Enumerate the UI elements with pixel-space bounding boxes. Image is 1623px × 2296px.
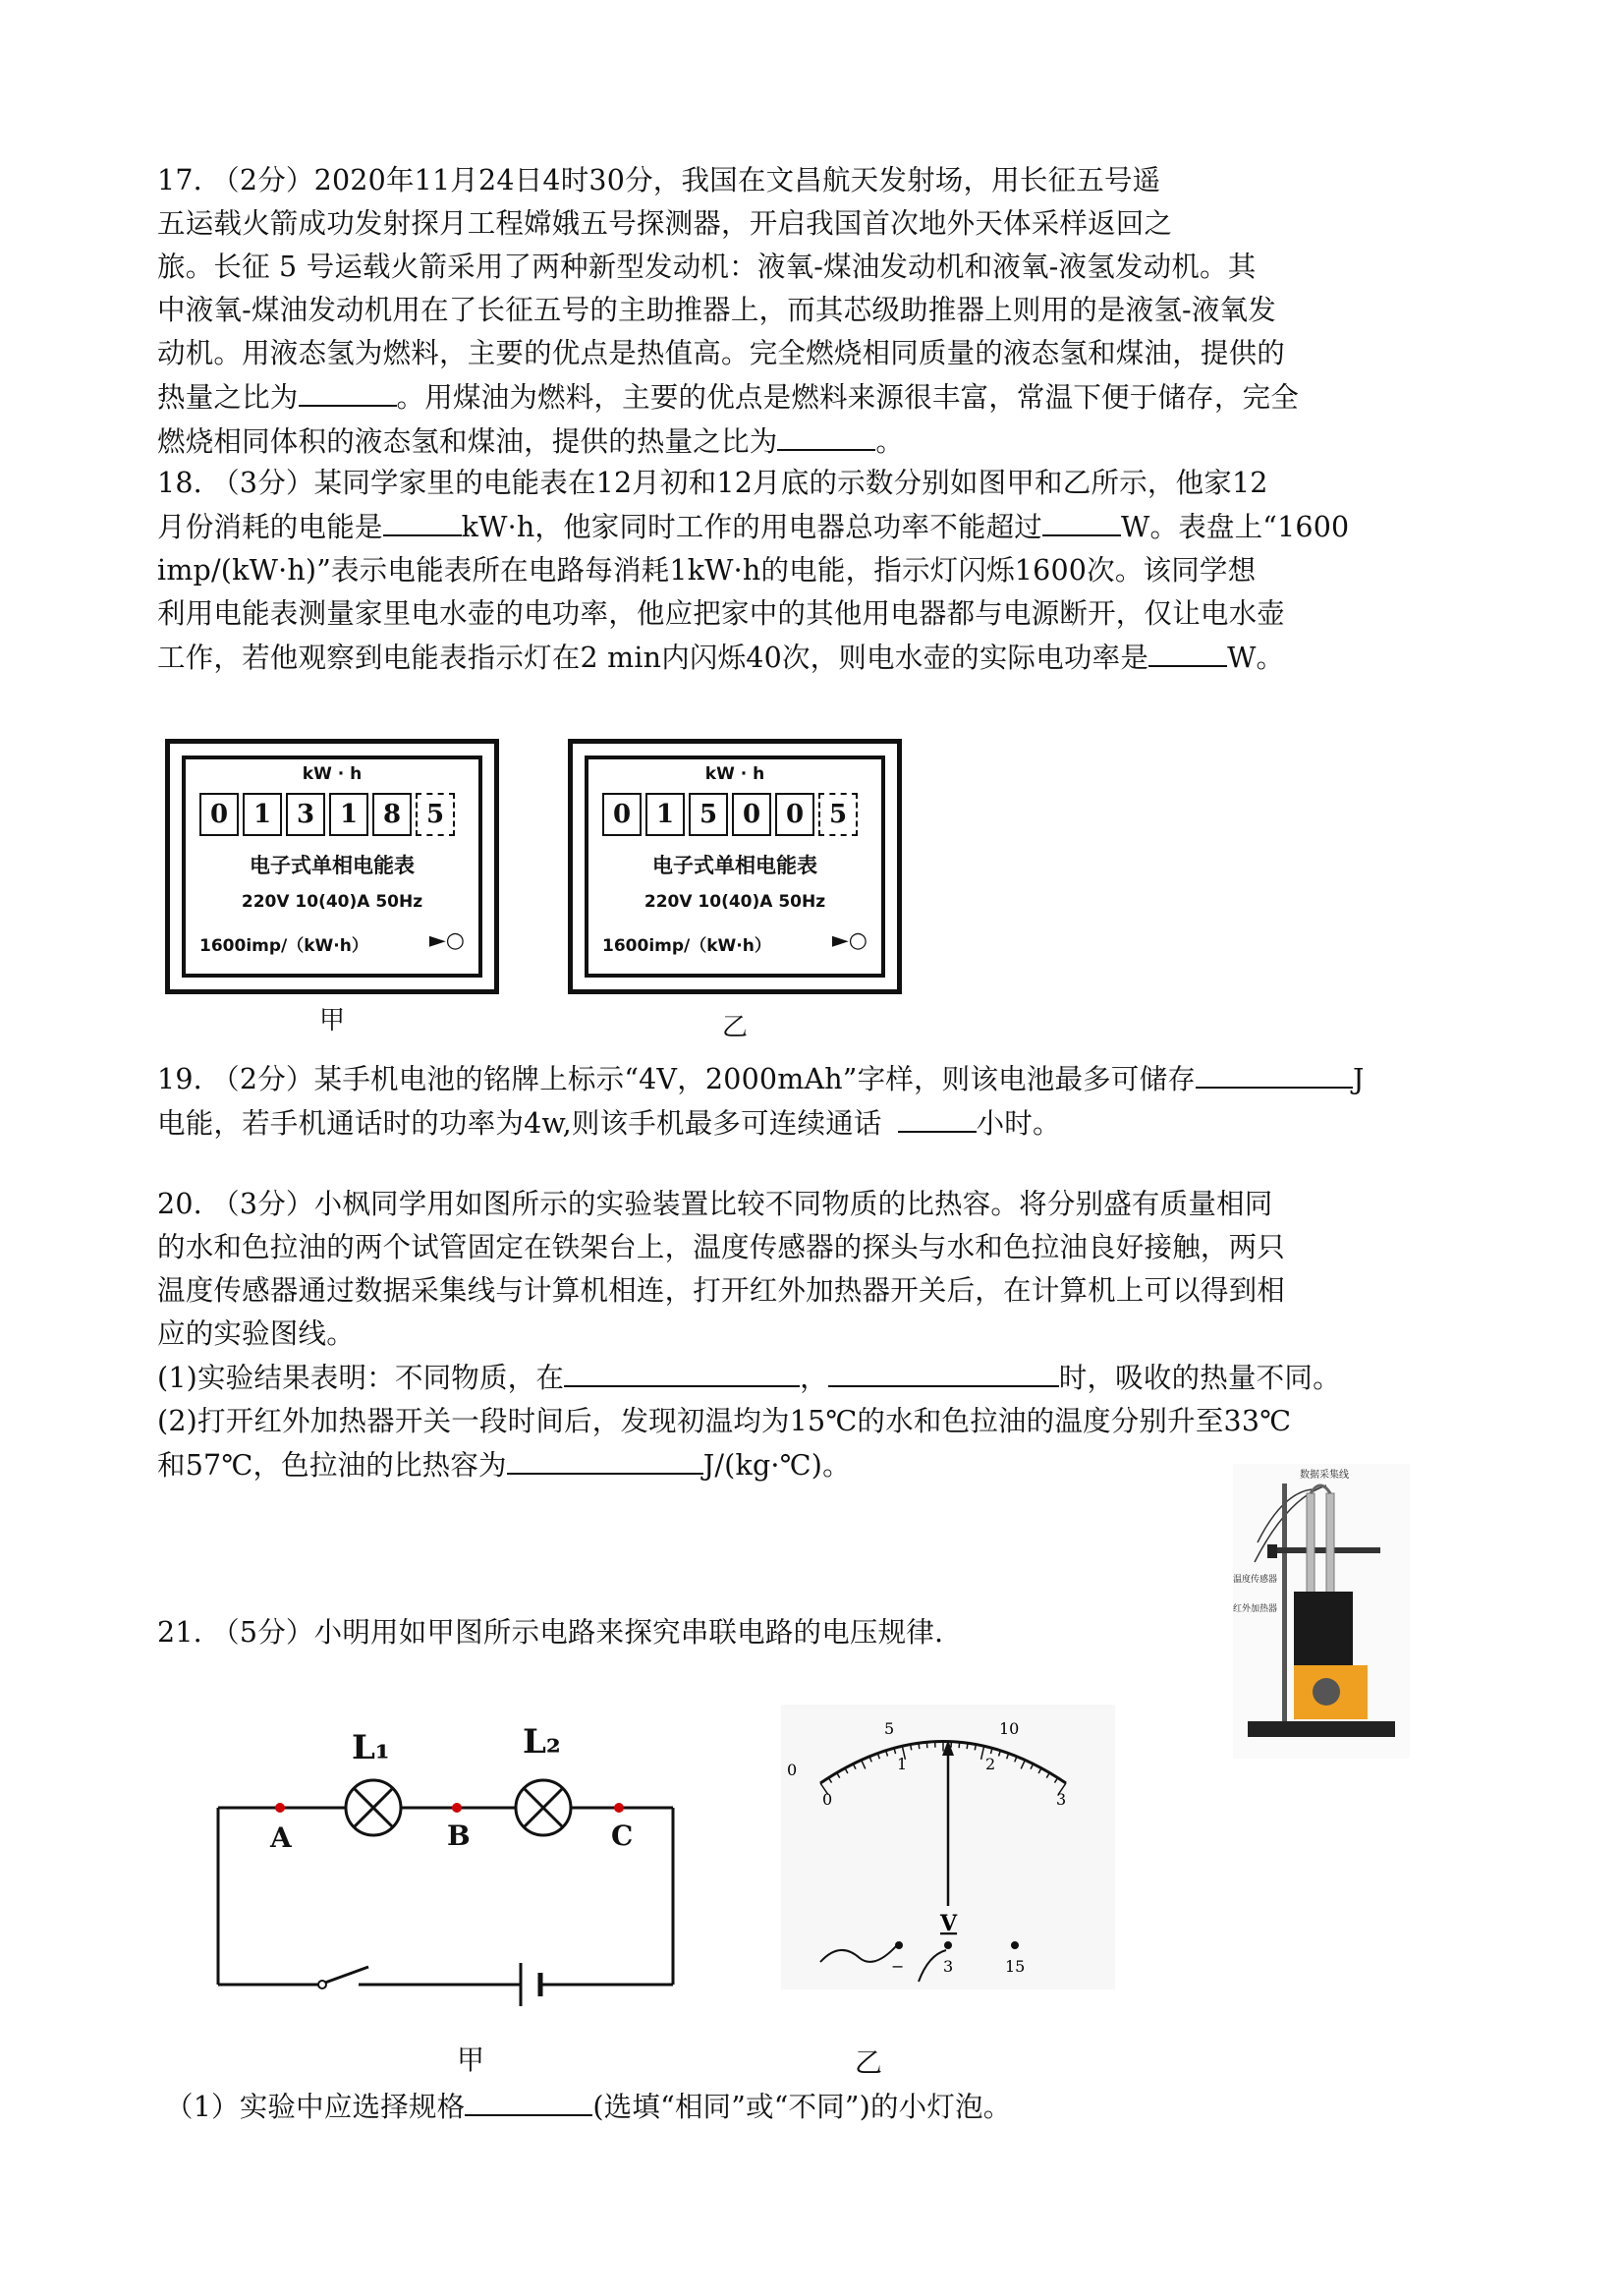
q20-line: (2)打开红外加热器开关一段时间后，发现初温均为15℃的水和色拉油的温度分别升至33℃ [157, 1405, 1292, 1437]
dial-inner-tick-label: 2 [985, 1755, 996, 1773]
dial-tick [967, 1743, 968, 1749]
answer-blank[interactable] [507, 1443, 703, 1475]
point-c-dot [614, 1803, 624, 1813]
meter-digit: 0 [732, 793, 771, 836]
meter-digit: 3 [286, 793, 325, 836]
answer-blank[interactable] [383, 505, 462, 536]
q19-text: J [1352, 1063, 1365, 1095]
q21-line [165, 2085, 1486, 2129]
dial-outer-tick-label: 0 [787, 1761, 798, 1779]
q19-line [157, 1101, 1479, 1146]
q18-text: kW·h，他家同时工作的用电器总功率不能超过 [461, 511, 1042, 543]
answer-blank[interactable] [1148, 636, 1227, 667]
q18-text: W。 [1227, 642, 1285, 674]
answer-blank[interactable] [564, 1356, 800, 1387]
meter-spec: 220V 10(40)A 50Hz [241, 892, 423, 912]
answer-blank[interactable] [1042, 505, 1121, 536]
lamp-l2-label: L₂ [523, 1722, 561, 1762]
apparatus-label-top: 数据采集线 [1300, 1470, 1349, 1481]
dial-inner-tick-label: 3 [1056, 1790, 1067, 1809]
electric-meter-yi [568, 739, 902, 994]
voltmeter-symbol: V [940, 1911, 958, 1936]
terminal-15[interactable] [1011, 1941, 1019, 1949]
meter-name: 电子式单相电能表 [250, 854, 415, 877]
q20-text: (1)实验结果表明：不同物质，在 [157, 1362, 565, 1394]
meter-digit: 1 [243, 793, 282, 836]
point-c-label: C [611, 1820, 634, 1852]
answer-blank[interactable] [299, 375, 397, 407]
q20-line [157, 1356, 1479, 1400]
meter-panel [585, 756, 885, 978]
meter-decimal-digit: 5 [416, 793, 455, 836]
meter-spec: 220V 10(40)A 50Hz [644, 892, 826, 912]
figure-label-yi: 乙 [855, 2046, 883, 2079]
indicator-led-icon: ►○ [428, 928, 465, 953]
meter-imp: 1600imp/（kW·h） [602, 936, 771, 956]
dial-tick [975, 1745, 976, 1751]
dial-tick [911, 1745, 912, 1751]
voltmeter-dial [781, 1705, 1115, 1989]
meter-name: 电子式单相电能表 [652, 854, 817, 877]
q18-text: 工作，若他观察到电能表指示灯在2 min内闪烁40次，则电水壶的实际电功率是 [157, 642, 1149, 674]
lamp-l1-label: L₁ [352, 1728, 390, 1767]
question-21-sub [165, 2085, 1486, 2129]
meter-digit: 1 [645, 793, 685, 836]
q20-text: J/(kg·℃)。 [702, 1449, 851, 1482]
meter-digit: 0 [602, 793, 642, 836]
terminal-3[interactable] [944, 1941, 952, 1949]
point-a-dot [275, 1803, 285, 1813]
q17-line: 旅。长征 5 号运载火箭采用了两种新型发动机：液氧-煤油发动机和液氧-液氢发动机。其 [157, 251, 1257, 283]
dial-tick [959, 1742, 960, 1748]
q18-line: imp/(kW·h)”表示电能表所在电路每消耗1kW·h的电能，指示灯闪烁1600次。该同学想 [157, 554, 1257, 587]
q18-line [157, 505, 1479, 549]
meter-decimal-digit: 5 [818, 793, 858, 836]
q20-line: 应的实验图线。 [157, 1317, 355, 1350]
circuit-diagram [206, 1719, 698, 2014]
terminal-3-label: 3 [943, 1957, 954, 1976]
q20-text: 时，吸收的热量不同。 [1058, 1362, 1341, 1394]
point-b-label: B [447, 1820, 471, 1852]
meter-digit: 5 [689, 793, 728, 836]
question-18 [157, 462, 1479, 680]
lamp-l2-icon [516, 1780, 571, 1835]
dial-inner-tick-label: 1 [897, 1755, 908, 1773]
meter-digit: 0 [199, 793, 239, 836]
q17-text: 燃烧相同体积的液态氢和煤油，提供的热量之比为 [157, 425, 778, 458]
q17-line: 中液氧-煤油发动机用在了长征五号的主助推器上，而其芯级助推器上则用的是液氢-液氧发 [157, 294, 1276, 326]
q18-line [157, 636, 1479, 680]
q21-text: （1）实验中应选择规格 [165, 2091, 466, 2123]
meter-digit: 8 [372, 793, 412, 836]
meter-digits [602, 793, 862, 836]
q17-text: 。 [875, 425, 905, 458]
q19-text: 小时。 [976, 1107, 1061, 1140]
point-b-dot [452, 1803, 462, 1813]
meter-unit: kW · h [704, 764, 765, 784]
answer-blank[interactable] [1196, 1057, 1353, 1089]
lamp-l1-icon [346, 1780, 401, 1835]
figure-label-jia: 甲 [457, 2044, 485, 2076]
meter-unit: kW · h [302, 764, 363, 784]
meter-panel [182, 756, 482, 978]
answer-blank[interactable] [465, 2085, 592, 2116]
q20-line: 20. （3分）小枫同学用如图所示的实验装置比较不同物质的比热容。将分别盛有质量相同 [157, 1188, 1273, 1220]
question-20 [157, 1183, 1479, 1487]
terminal-15-label: 15 [1005, 1957, 1026, 1976]
q18-line: 利用电能表测量家里电水壶的电功率，他应把家中的其他用电器都与电源断开，仅让电水壶 [157, 597, 1286, 630]
q18-text: W。表盘上“1600 [1121, 511, 1350, 543]
meter-digit: 1 [329, 793, 368, 836]
battery-icon [521, 1963, 540, 2006]
electric-meter-jia [165, 739, 499, 994]
meter-digit: 0 [775, 793, 814, 836]
question-21 [157, 1611, 1479, 1654]
q19-text: 电能，若手机通话时的功率为4w,则该手机最多可连续通话 [157, 1107, 882, 1140]
q17-line [157, 420, 1479, 464]
q17-line: 17. （2分）2020年11月24日4时30分，我国在文昌航天发射场，用长征五号遥 [157, 164, 1161, 196]
dial-inner-tick-label: 0 [822, 1790, 833, 1809]
q20-line: 温度传感器通过数据采集线与计算机相连，打开红外加热器开关后，在计算机上可以得到相 [157, 1274, 1286, 1307]
dial-tick [919, 1743, 920, 1749]
q20-line: 的水和色拉油的两个试管固定在铁架台上，温度传感器的探头与水和色拉油良好接触，两只 [157, 1231, 1286, 1263]
q17-text: 。用煤油为燃料，主要的优点是燃料来源很丰富，常温下便于储存，完全 [396, 381, 1299, 414]
dial-tick [926, 1742, 927, 1748]
terminal-minus-label: − [891, 1957, 905, 1976]
dial-outer-tick-label: 5 [884, 1719, 895, 1738]
q17-text: 热量之比为 [157, 381, 299, 414]
q20-text: 和57℃，色拉油的比热容为 [157, 1449, 507, 1482]
answer-blank[interactable] [898, 1101, 977, 1133]
apparatus-label-sensor: 温度传感器 [1233, 1575, 1278, 1585]
apparatus-label-heater: 红外加热器 [1233, 1604, 1278, 1614]
answer-blank[interactable] [828, 1356, 1059, 1387]
meter-imp: 1600imp/（kW·h） [199, 936, 368, 956]
q19-line [157, 1057, 1479, 1101]
q18-line: 18. （3分）某同学家里的电能表在12月初和12月底的示数分别如图甲和乙所示，他家12 [157, 467, 1268, 499]
question-17 [157, 159, 1479, 464]
q17-line: 五运载火箭成功发射探月工程嫦娥五号探测器，开启我国首次地外天体采样返回之 [157, 207, 1173, 240]
q19-text: 19. （2分）某手机电池的铭牌上标示“4V，2000mAh”字样，则该电池最多可储存 [157, 1063, 1196, 1095]
q17-line: 动机。用液态氢为燃料，主要的优点是热值高。完全燃烧相同质量的液态氢和煤油，提供的 [157, 337, 1286, 369]
indicator-led-icon: ►○ [831, 928, 867, 953]
meter-caption-yi: 乙 [722, 1013, 749, 1042]
question-19 [157, 1057, 1479, 1146]
answer-blank[interactable] [777, 420, 875, 451]
q18-text: 月份消耗的电能是 [157, 511, 383, 543]
q20-text: ， [800, 1362, 828, 1394]
dial-outer-tick-label: 10 [999, 1719, 1020, 1738]
q21-title: 21. （5分）小明用如甲图所示电路来探究串联电路的电压规律. [157, 1616, 944, 1649]
q21-text: (选填“相同”或“不同”)的小灯泡。 [592, 2091, 1012, 2123]
meter-caption-jia: 甲 [319, 1006, 346, 1036]
meter-digits [199, 793, 459, 836]
q17-line [157, 375, 1479, 420]
point-a-label: A [270, 1821, 292, 1854]
